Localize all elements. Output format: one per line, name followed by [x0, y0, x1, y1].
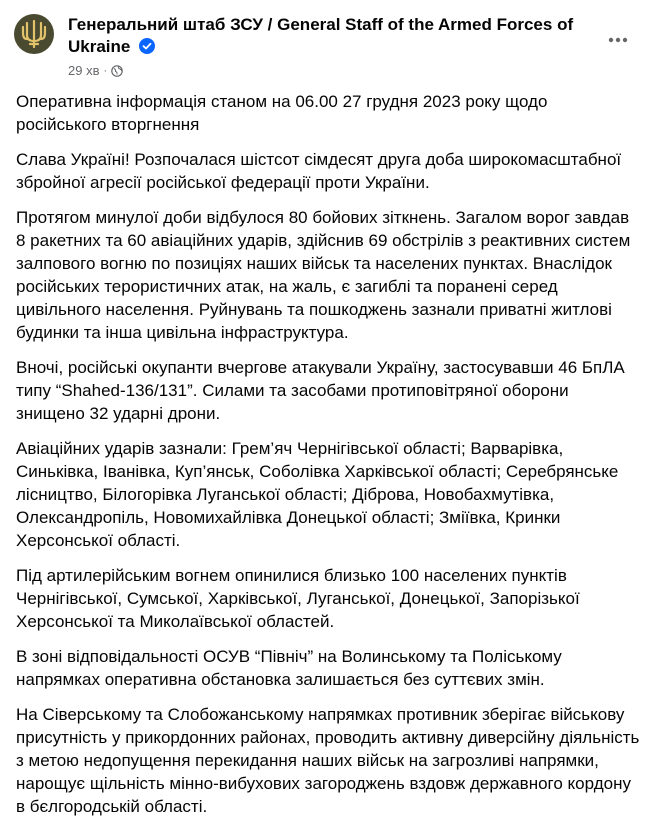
post-paragraph: Під артилерійським вогнем опинилися близько 100 населених пунктів Чернігівської, Сумської, Харківської, Луганської, Донецької, Запорізької Херсонської та Миколаївської областей. [16, 566, 580, 631]
post-time[interactable]: 29 хв [68, 63, 100, 78]
post-paragraph: На Сіверському та Слобожанському напрямках противник зберігає військову присутність у прикордонних районах, проводить активну диверсійну діяльність з метою недопущення перекидання наших військ на загрозливі напрямки, нарощує щільність мінно-вибухових загороджень вздовж державного кордону в бєлгородській області. [16, 705, 640, 816]
author-name-text[interactable]: Генеральний штаб ЗСУ / General Staff of the Armed Forces of Ukraine [68, 15, 574, 56]
post-paragraph: В зоні відповідальності ОСУВ “Північ” на Волинському та Поліському напрямках оперативна обстановка залишається без суттєвих змін. [16, 647, 562, 689]
page-avatar[interactable] [14, 14, 54, 54]
post-paragraph: Вночі, російські окупанти вчергове атакували Україну, застосувавши 46 БпЛА типу “Shahed-136/131”. Силами та засобами протиповітряної оборони знищено 32 ударні дрони. [16, 358, 625, 423]
post-paragraph: Слава Україні! Розпочалася шістсот сімдесят друга доба широкомасштабної збройної агресії російської федерації проти України. [16, 150, 622, 192]
verified-badge-icon [139, 38, 155, 54]
post-header [0, 0, 650, 86]
globe-icon[interactable] [111, 65, 123, 77]
trident-emblem-icon [21, 19, 47, 49]
more-options-button[interactable] [600, 22, 636, 58]
post-paragraph: Протягом минулої доби відбулося 80 бойових зіткнень. Загалом ворог завдав 8 ракетних та 60 авіаційних ударів, здійснив 69 обстрілів з реактивних систем залпового вогню по позиціях наших військ та населених пунктах. Внаслідок російських терористичних атак, на жаль, є загиблі та поранені серед цивільного населення. Руйнувань та пошкоджень зазнали приватні житлові будинки та інша цивільна інфраструктура. [16, 208, 631, 342]
post-paragraph: Авіаційних ударів зазнали: Грем’яч Чернігівської області; Варварівка, Синьківка, Іванівка, Куп’янськ, Соболівка Харківської області; Серебрянське лісництво, Білогорівка Луганської області; Діброва, Новобахмутівка, Олександропіль, Новомихайлівка Донецької області; Зміївка, Кринки Херсонської області. [16, 439, 619, 550]
meta-separator: · [103, 65, 108, 77]
author-name[interactable] [68, 14, 588, 58]
post-body [16, 90, 640, 830]
post-meta [68, 63, 123, 79]
post-paragraph: Оперативна інформація станом на 06.00 27 грудня 2023 року щодо російського вторгнення [16, 92, 548, 134]
more-dots-icon [608, 37, 628, 43]
